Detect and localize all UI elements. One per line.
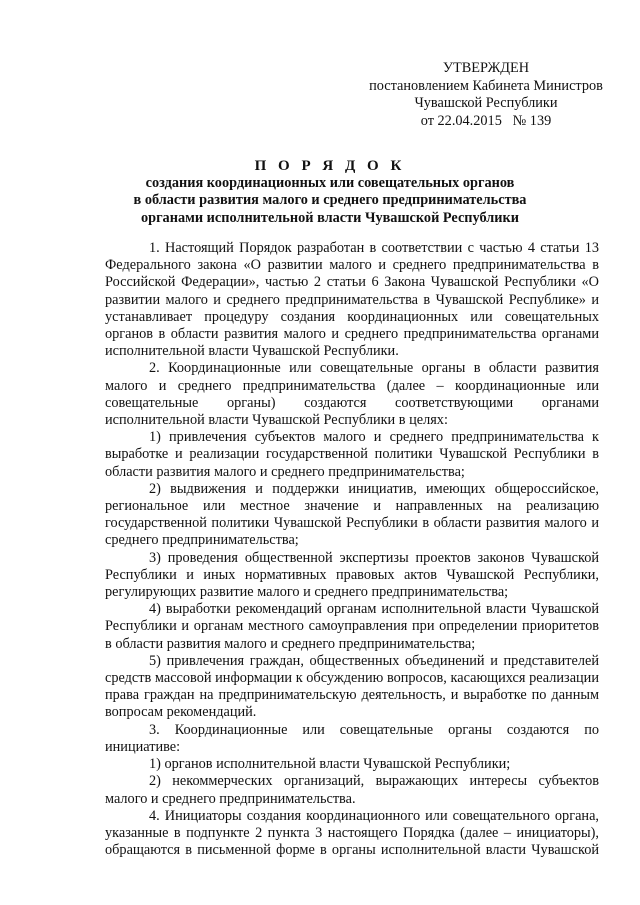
approval-line-4: от 22.04.2015 № 139 [420, 112, 552, 129]
title-heading: П О Р Я Д О К [254, 158, 406, 174]
approval-stamp [366, 60, 606, 130]
paragraph-2-item-1: 1) привлечения субъектов малого и среднего предпринимательства к выработке и реализации государственной политики Чувашской Республики в области развития малого и среднего предпринимательства; [105, 429, 599, 480]
paragraph-2-item-2: 2) выдвижения и поддержки инициатив, имеющих общероссийское, региональное или местное значение и направленных на реализацию государственной политики Чувашской Республики в области развития малого и среднего предпринимательства; [105, 480, 599, 549]
paragraph-3: 3. Координационные или совещательные органы создаются по инициативе: [105, 721, 599, 755]
title-subtitle-3: органами исполнительной власти Чувашской Республики [140, 209, 520, 226]
document-title [90, 158, 570, 227]
paragraph-2-item-3: 3) проведения общественной экспертизы проектов законов Чувашской Республики и иных нормативных правовых актов Чувашской Республики, регулирующих развитие малого и среднего предпринимательства; [105, 549, 599, 601]
approval-line-2: постановлением Кабинета Министров [369, 77, 603, 94]
title-subtitle-2: в области развития малого и среднего предпринимательства [133, 192, 527, 209]
paragraph-2-item-5: 5) привлечения граждан, общественных объединений и представителей средств массовой информации к обсуждению вопросов, касающихся реализации права граждан на предпринимательскую деятельность, и выработке по данным вопросам рекомендаций. [105, 652, 599, 721]
paragraph-4: 4. Инициаторы создания координационного или совещательного органа, указанные в подпункте 2 пункта 3 настоящего Порядка (далее – инициаторы), обращаются в письменной форме в органы исполнительной власти Чувашской [105, 807, 599, 859]
document-body [105, 240, 599, 859]
paragraph-2-item-4: 4) выработки рекомендаций органам исполнительной власти Чувашской Республики и органам местного самоуправления при определении приоритетов в области развития малого и среднего предпринимательства; [105, 601, 599, 652]
paragraph-3-item-2: 2) некоммерческих организаций, выражающих интересы субъектов малого и среднего предпринимательства. [105, 773, 599, 807]
title-subtitle-1: создания координационных или совещательных органов [145, 175, 515, 192]
paragraph-3-item-1: 1) органов исполнительной власти Чувашской Республики; [149, 756, 511, 773]
paragraph-2: 2. Координационные или совещательные органы в области развития малого и среднего предпринимательства (далее – координационные или совещательные органы) создаются соответствующими органами исполнительной власти Чувашской Республики в целях: [105, 360, 599, 429]
paragraph-1: 1. Настоящий Порядок разработан в соответствии с частью 4 статьи 13 Федерального закона «О развитии малого и среднего предпринимательства в Российской Федерации», частью 2 статьи 6 Закона Чувашской Республики «О развитии малого и среднего предпринимательства в Чувашской Республике» и устанавливает процедуру создания координационных или совещательных органов в области развития малого и среднего предпринимательства органами исполнительной власти Чувашской Республики. [105, 240, 599, 360]
approval-line-3: Чувашской Республики [414, 95, 558, 111]
approval-line-1: УТВЕРЖДЕН [442, 60, 530, 76]
